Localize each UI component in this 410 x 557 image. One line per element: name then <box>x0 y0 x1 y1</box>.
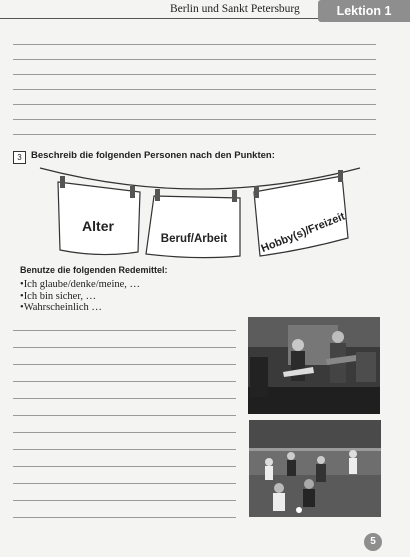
writing-line <box>13 483 236 484</box>
football-photo <box>249 420 381 517</box>
writing-line <box>13 364 236 365</box>
clothes-peg <box>130 186 135 198</box>
writing-line <box>13 432 236 433</box>
writing-line <box>13 59 376 60</box>
card-label: Alter <box>82 218 114 234</box>
redemittel-item: • Ich bin sicher, … <box>20 291 140 303</box>
page-number: 5 <box>364 533 382 551</box>
clothes-peg <box>60 176 65 188</box>
task-instruction: Beschreib die folgenden Personen nach den Punkten: <box>31 150 275 161</box>
writing-line <box>13 119 376 120</box>
writing-line <box>13 381 236 382</box>
writing-line <box>13 517 236 518</box>
writing-line <box>13 330 236 331</box>
redemittel-title: Benutze die folgenden Redemittel: <box>20 265 168 275</box>
clothes-peg <box>338 170 343 182</box>
redemittel-item: • Wahrscheinlich … <box>20 302 140 314</box>
clothes-peg <box>254 186 259 198</box>
band-photo <box>248 317 380 414</box>
writing-line <box>13 44 376 45</box>
clothesline-illustration <box>0 160 410 265</box>
writing-line <box>13 415 236 416</box>
clothes-peg <box>155 189 160 201</box>
writing-line <box>13 89 376 90</box>
writing-line <box>13 449 236 450</box>
redemittel-list <box>20 279 140 314</box>
writing-line <box>13 398 236 399</box>
lesson-tab: Lektion 1 <box>318 0 410 22</box>
writing-line <box>13 466 236 467</box>
header-rule <box>0 18 318 19</box>
card-beruf <box>146 189 240 258</box>
writing-line <box>13 347 236 348</box>
card-label: Beruf/Arbeit <box>160 233 228 245</box>
redemittel-item: • Ich glaube/denke/meine, … <box>20 279 140 291</box>
task-number: 3 <box>13 151 26 164</box>
writing-line <box>13 74 376 75</box>
writing-line <box>13 104 376 105</box>
header-title: Berlin und Sankt Petersburg <box>170 3 300 15</box>
writing-line <box>13 134 376 135</box>
writing-line <box>13 500 236 501</box>
card-label: Hobby(s)/Freizeit <box>259 210 347 256</box>
card-alter <box>58 176 140 255</box>
card-hobby <box>254 170 348 256</box>
clothes-peg <box>232 190 237 202</box>
